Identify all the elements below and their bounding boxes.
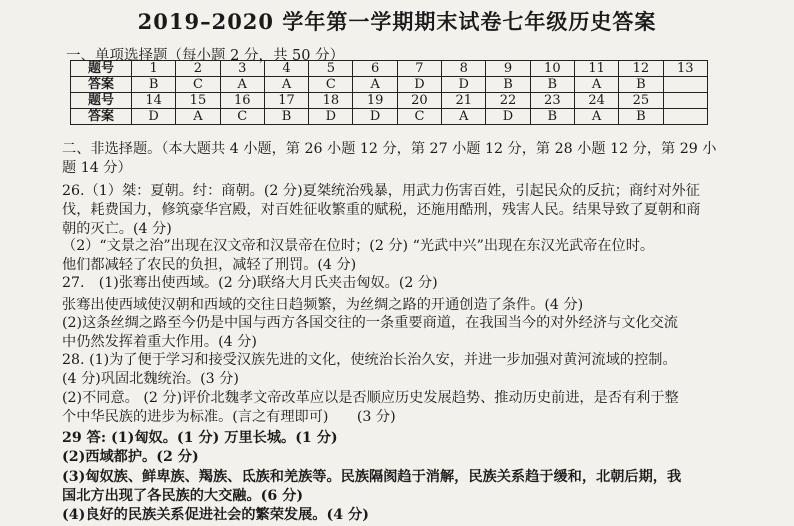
answer-text-line: （2）“文景之治”出现在汉文帝和汉景帝在位时；(2 分) “光武中兴”出现在东汉光武帝在位时。 bbox=[62, 238, 655, 254]
table-cell: 1 bbox=[132, 61, 176, 77]
answer-text-line: 中仍然发挥着重大作用。(4 分) bbox=[62, 334, 257, 350]
table-cell: 10 bbox=[530, 61, 574, 77]
section-1-heading: 一、单项选择题（每小题 2 分，共 50 分） bbox=[66, 48, 345, 64]
answer-text-line: 他们都减轻了农民的负担，减轻了刑罚。(4 分) bbox=[62, 257, 357, 273]
table-cell: A bbox=[353, 77, 397, 93]
table-cell: D bbox=[486, 109, 530, 125]
answer-text-line: (2)不同意。 (2 分)评价北魏孝文帝改革应以是否顺应历史发展趋势、推动历史前进，是否有利于整 bbox=[62, 390, 679, 406]
table-cell bbox=[663, 109, 707, 125]
table-cell: 14 bbox=[132, 93, 176, 109]
table-cell: B bbox=[530, 109, 574, 125]
table-cell: 4 bbox=[264, 61, 308, 77]
table-cell: A bbox=[574, 109, 618, 125]
table-cell: D bbox=[442, 77, 486, 93]
answer-text-line: (4 分)巩固北魏统治。(3 分) bbox=[62, 371, 239, 387]
table-cell: C bbox=[309, 77, 353, 93]
table-cell: D bbox=[397, 77, 441, 93]
table-cell: 22 bbox=[486, 93, 530, 109]
table-cell: 16 bbox=[220, 93, 264, 109]
answer-text-line: 题 14 分） bbox=[62, 160, 132, 176]
table-cell: 5 bbox=[309, 61, 353, 77]
row-label: 答案 bbox=[71, 109, 132, 125]
table-cell: A bbox=[176, 109, 220, 125]
answer-text-line: 张骞出使西域使汉朝和西域的交往日趋频繁，为丝绸之路的开通创造了条件。(4 分) bbox=[62, 297, 584, 313]
question-number-row bbox=[71, 93, 708, 109]
table-cell: C bbox=[220, 109, 264, 125]
table-cell: 7 bbox=[397, 61, 441, 77]
answer-text-line: 27. (1)张骞出使西域。(2 分)联络大月氏夹击匈奴。(2 分) bbox=[62, 275, 438, 291]
table-cell: A bbox=[264, 77, 308, 93]
table-cell: 11 bbox=[574, 61, 618, 77]
table-cell bbox=[663, 93, 707, 109]
table-cell: B bbox=[132, 77, 176, 93]
answer-text-line: 二、非选择题。（本大题共 4 小题，第 26 小题 12 分，第 27 小题 12 分，第 28 小题 12 分，第 29 小 bbox=[62, 141, 717, 157]
table-cell: A bbox=[574, 77, 618, 93]
document-title: 2019–2020 学年第一学期期末试卷七年级历史答案 bbox=[137, 9, 657, 34]
row-label: 答案 bbox=[71, 77, 132, 93]
table-cell: 25 bbox=[619, 93, 663, 109]
answer-row bbox=[71, 109, 708, 125]
table-cell: C bbox=[176, 77, 220, 93]
answer-text-line: 国北方出现了各民族的大交融。(6 分) bbox=[62, 488, 304, 504]
table-cell: B bbox=[486, 77, 530, 93]
table-cell: D bbox=[132, 109, 176, 125]
table-cell: 21 bbox=[442, 93, 486, 109]
row-label: 题号 bbox=[71, 93, 132, 109]
table-cell: B bbox=[264, 109, 308, 125]
table-cell: A bbox=[442, 109, 486, 125]
answer-text-line: 26.（1）桀：夏朝。纣：商朝。(2 分)夏桀统治残暴，用武力伤害百姓，引起民众的反抗；商纣对外征 bbox=[62, 183, 700, 199]
table-cell: 23 bbox=[530, 93, 574, 109]
table-cell: B bbox=[619, 77, 663, 93]
answer-text-line: 朝的灭亡。(4 分) bbox=[62, 221, 172, 237]
answer-text-line: 个中华民族的进步为标准。(言之有理即可) (3 分) bbox=[62, 409, 396, 425]
answer-text-line: (4)良好的民族关系促进社会的繁荣发展。(4 分) bbox=[62, 507, 369, 523]
answer-text-line: 伐，耗费国力，修筑豪华宫殿，对百姓征收繁重的赋税，还施用酷刑，残害人民。结果导致了夏朝和商 bbox=[62, 202, 701, 218]
row-label: 题号 bbox=[71, 61, 132, 77]
table-cell: 2 bbox=[176, 61, 220, 77]
question-number-row bbox=[71, 61, 708, 77]
table-cell: 9 bbox=[486, 61, 530, 77]
answer-table bbox=[70, 60, 708, 125]
table-cell: D bbox=[353, 109, 397, 125]
table-cell: C bbox=[397, 109, 441, 125]
table-cell: 15 bbox=[176, 93, 220, 109]
table-cell: A bbox=[220, 77, 264, 93]
answer-text-line: (3)匈奴族、鲜卑族、羯族、氐族和羌族等。民族隔阂趋于消解，民族关系趋于缓和，北朝后期，我 bbox=[62, 469, 682, 485]
table-cell: 19 bbox=[353, 93, 397, 109]
answer-row bbox=[71, 77, 708, 93]
table-cell: 13 bbox=[663, 61, 707, 77]
table-cell: D bbox=[309, 109, 353, 125]
table-cell: 3 bbox=[220, 61, 264, 77]
table-cell: 18 bbox=[309, 93, 353, 109]
table-cell: 12 bbox=[619, 61, 663, 77]
table-cell: 8 bbox=[442, 61, 486, 77]
answer-text-line: (2)这条丝绸之路至今仍是中国与西方各国交往的一条重要商道，在我国当今的对外经济与文化交流 bbox=[62, 315, 678, 331]
answer-text-line: 29 答: (1)匈奴。(1 分) 万里长城。(1 分) bbox=[62, 430, 338, 446]
table-cell: 6 bbox=[353, 61, 397, 77]
answer-text-line: 28. (1)为了便于学习和接受汉族先进的文化，使统治长治久安，并进一步加强对黄河流域的控制。 bbox=[62, 352, 677, 368]
table-cell: B bbox=[619, 109, 663, 125]
table-cell: B bbox=[530, 77, 574, 93]
table-cell: 20 bbox=[397, 93, 441, 109]
answer-text-line: (2)西域都护。(2 分) bbox=[62, 449, 199, 465]
table-cell bbox=[663, 77, 707, 93]
table-cell: 17 bbox=[264, 93, 308, 109]
table-cell: 24 bbox=[574, 93, 618, 109]
